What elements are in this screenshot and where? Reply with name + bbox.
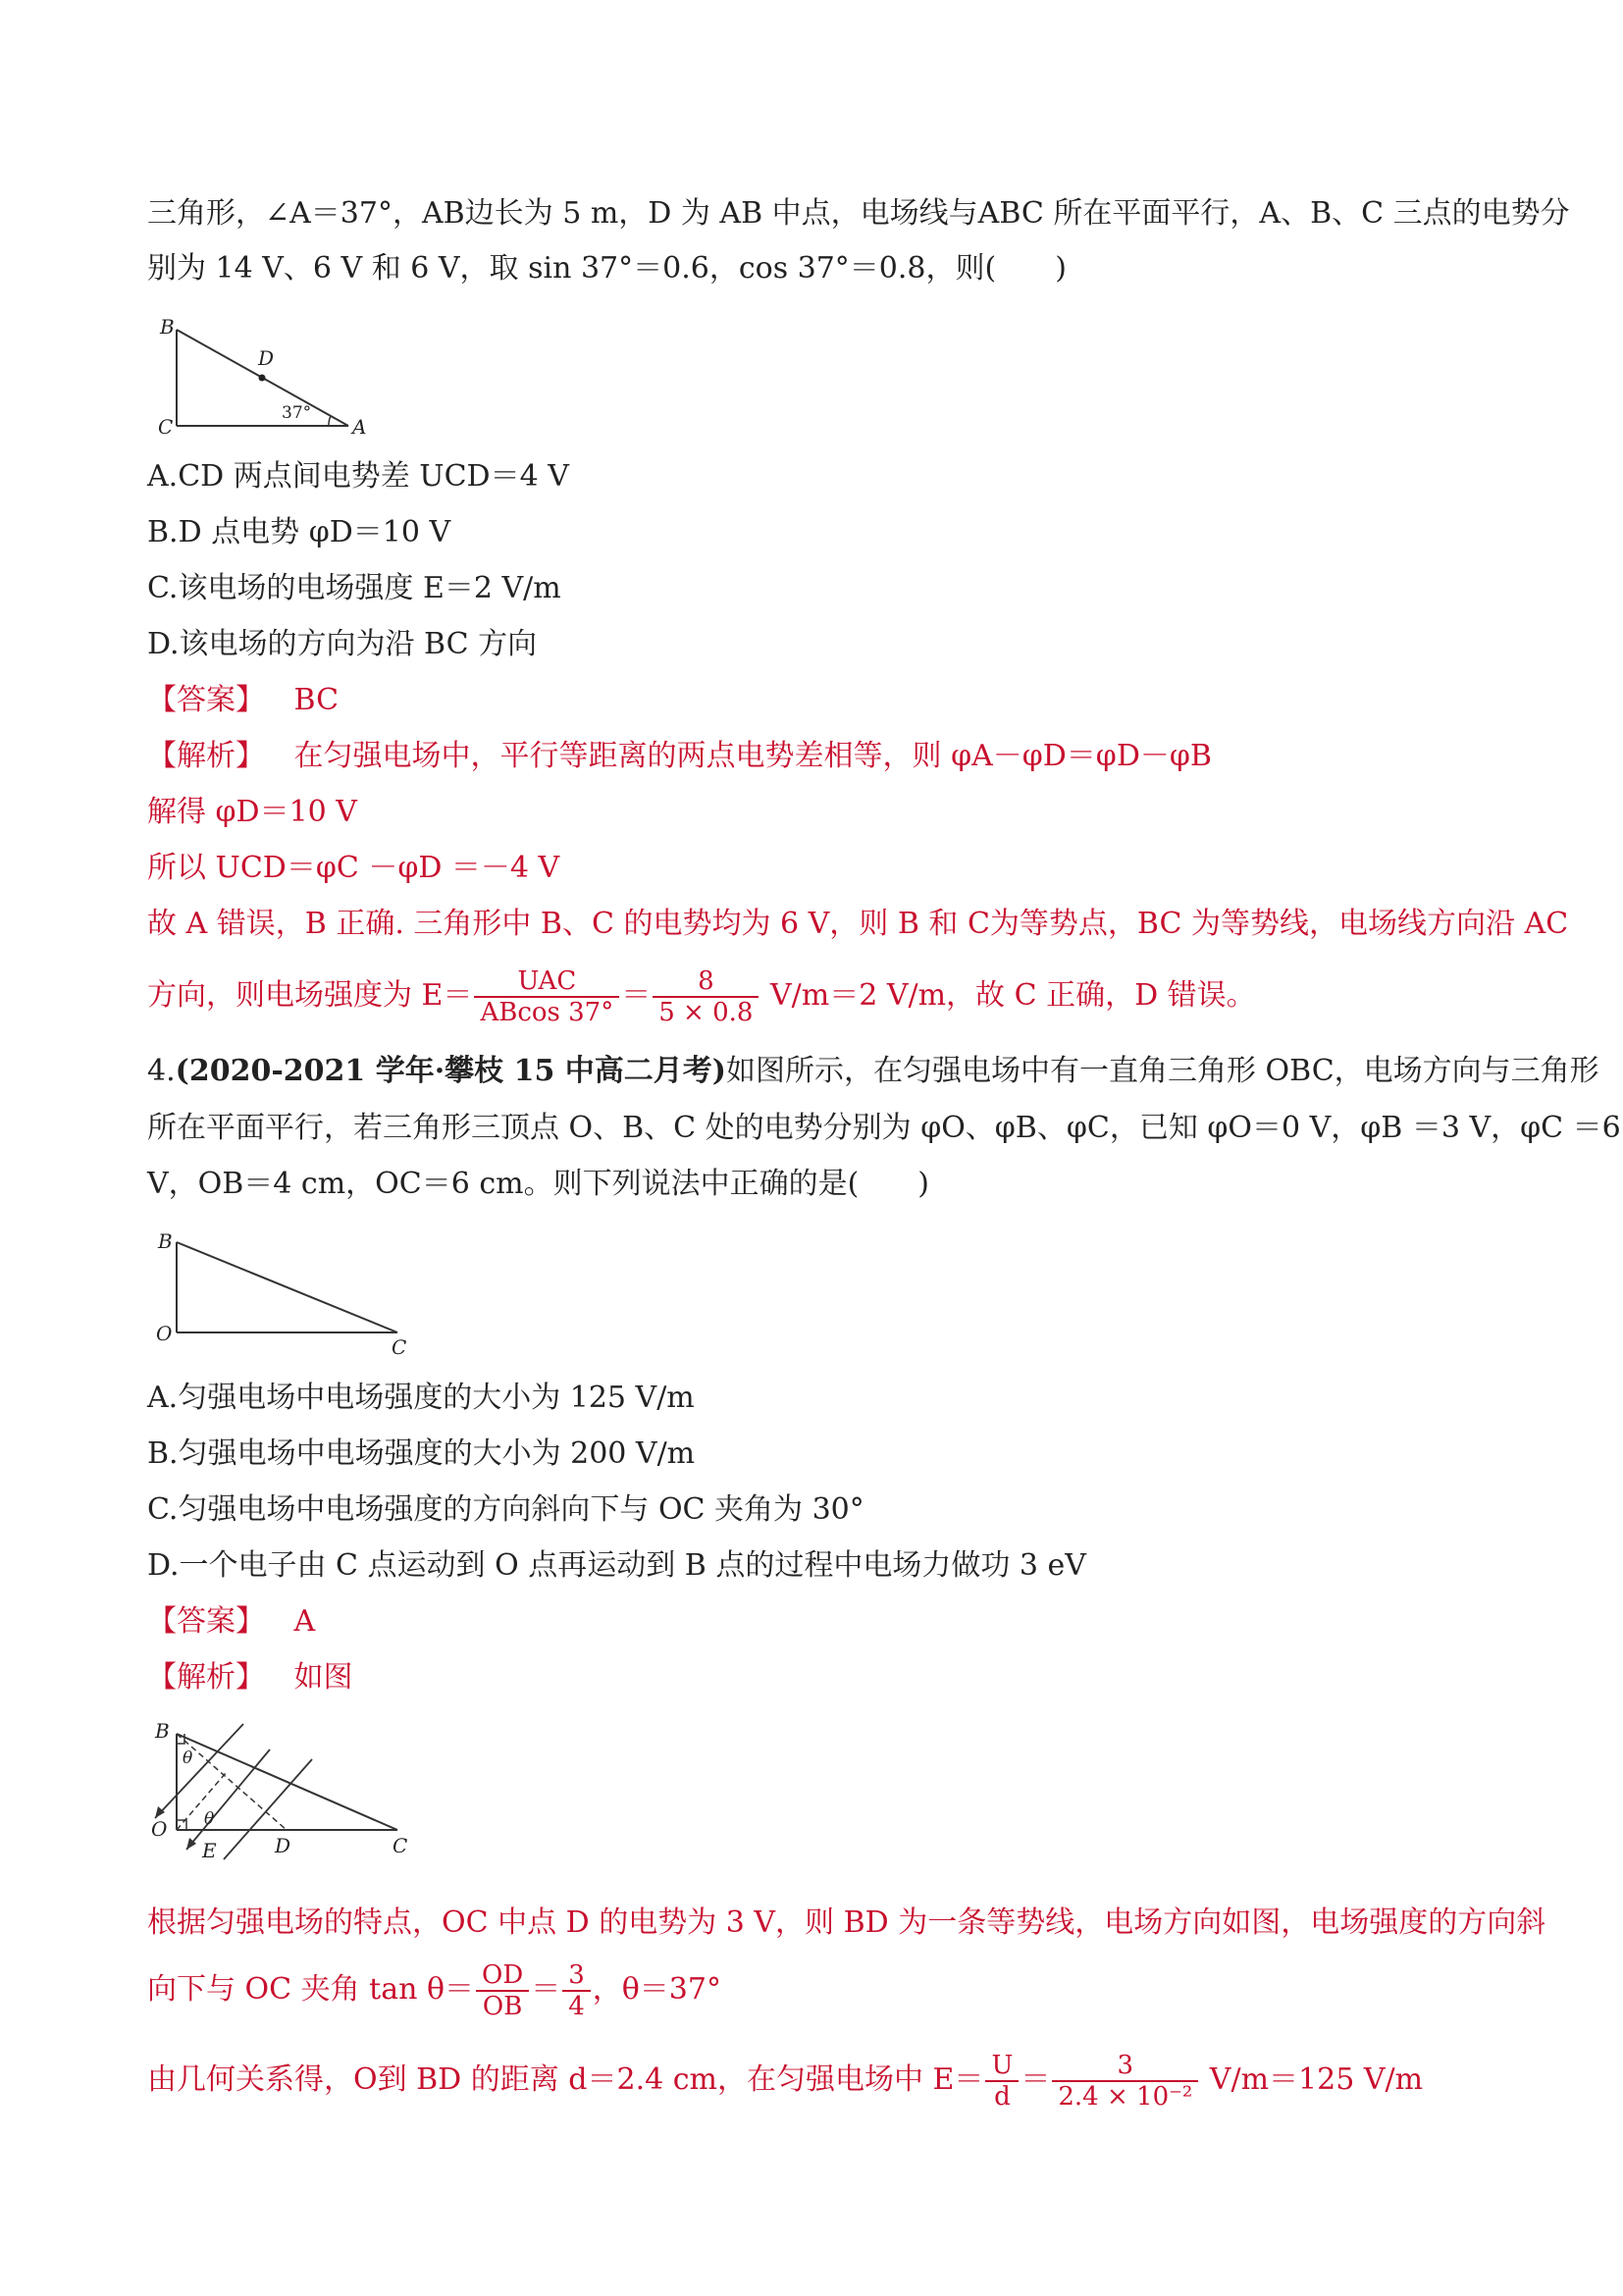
analysis-text: 如图 xyxy=(293,1660,353,1695)
fraction xyxy=(1052,2051,1198,2112)
fig3-label-c: C xyxy=(393,1834,408,1857)
fraction-numerator: 8 xyxy=(653,966,759,998)
fig3-label-d: D xyxy=(275,1834,291,1857)
fraction-denominator: OB xyxy=(482,1992,523,2021)
p4-stem-line2: 所在平面平行，若三角形三顶点 O、B、C 处的电势分别为 φO、φB、φC，已知 φO＝0 V，φB ＝3 V，φC ＝6 xyxy=(147,1111,1621,1145)
triangle-bca-figure xyxy=(152,316,378,439)
fraction-numerator: 3 xyxy=(562,1960,591,1992)
analysis-tag: 【解析】 xyxy=(147,739,265,773)
problem-source: (2020-2021 学年·攀枝 15 中高二月考) xyxy=(175,1054,726,1088)
answer-tag: 【答案】 xyxy=(147,683,265,717)
fraction-numerator: 3 xyxy=(1052,2051,1198,2082)
p3-option-c: C.该电场的电场强度 E＝2 V/m xyxy=(147,571,561,605)
fraction xyxy=(985,2051,1019,2112)
p3-stem-line1: 三角形，∠A＝37°，AB边长为 5 m，D 为 AB 中点，电场线与ABC 所在平面平行，A、B、C 三点的电势分 xyxy=(147,196,1570,231)
field-lines-figure xyxy=(147,1712,422,1869)
problem-number: 4. xyxy=(147,1054,176,1088)
stem-text: 如图所示，在匀强电场中有一直角三角形 OBC，电场方向与三角形 xyxy=(725,1054,1599,1088)
p3-analysis-line5: 方向，则电场强度为 E＝ $\frac{\text{UAC}}{ABcos 37^\circ}$ ＝ $\frac{8}{5 \times 0.8}$ V/m＝2 V/m，故 C 正确，D 错误。 xyxy=(147,966,1256,1027)
p3-option-d: D.该电场的方向为沿 BC 方向 xyxy=(147,627,538,661)
triangle-boc-figure xyxy=(152,1226,417,1359)
fig2-label-b: B xyxy=(158,1229,173,1253)
p4-stem-line3: V，OB＝4 cm，OC＝6 cm。则下列说法中正确的是( ) xyxy=(147,1167,930,1201)
answer-value: A xyxy=(293,1604,316,1639)
fig1-label-a: A xyxy=(352,415,367,439)
fraction xyxy=(476,1960,529,2021)
fraction-denominator: 4 xyxy=(568,1992,585,2021)
fig1-label-c: C xyxy=(158,415,174,439)
analysis-text: 方向，则电场强度为 E＝ xyxy=(147,978,473,1013)
fig3-label-b: B xyxy=(155,1719,170,1743)
p3-option-b: B.D 点电势 φD＝10 V xyxy=(147,515,451,549)
p4-option-c: C.匀强电场中电场强度的方向斜向下与 OC 夹角为 30° xyxy=(147,1492,864,1527)
fig3-label-theta: θ xyxy=(183,1748,193,1768)
p3-stem-line2: 别为 14 V、6 V 和 6 V，取 sin 37°＝0.6，cos 37°＝0.8，则( ) xyxy=(147,251,1067,286)
fig1-label-b: B xyxy=(160,316,175,339)
fig3-label-o: O xyxy=(151,1817,168,1841)
fraction-numerator: U xyxy=(985,2051,1019,2082)
fig1-label-d: D xyxy=(258,346,275,370)
p3-answer-line xyxy=(147,681,1482,720)
analysis-text: V/m＝125 V/m xyxy=(1200,2062,1424,2097)
p4-analysis-line3: 向下与 OC 夹角 tan θ＝ $\frac{OD}{OB}$ ＝ $\frac{3}{4}$ ，θ＝37° xyxy=(147,1960,721,2021)
p3-analysis-line2: 解得 φD＝10 V xyxy=(147,795,357,829)
fraction-denominator: d xyxy=(994,2082,1011,2112)
analysis-text: V/m＝2 V/m，故 C 正确，D 错误。 xyxy=(760,978,1256,1013)
fraction xyxy=(474,966,619,1027)
fraction xyxy=(653,966,759,1027)
analysis-text: ，θ＝37° xyxy=(592,1972,721,2007)
fraction-numerator: OD xyxy=(476,1960,529,1992)
answer-value: BC xyxy=(293,683,340,717)
analysis-text: 由几何关系得，O到 BD 的距离 d＝2.4 cm，在匀强电场中 E＝ xyxy=(147,2062,984,2097)
analysis-text: 向下与 OC 夹角 tan θ＝ xyxy=(147,1972,475,2007)
fraction xyxy=(562,1960,591,2021)
p3-option-a: A.CD 两点间电势差 UCD＝4 V xyxy=(147,459,569,494)
fig3-label-e: E xyxy=(202,1839,217,1862)
fraction-numerator: UAC xyxy=(474,966,619,998)
fraction-denominator: 5 × 0.8 xyxy=(658,998,754,1027)
p3-analysis-line1 xyxy=(147,737,1482,776)
p4-analysis-line4: 由几何关系得，O到 BD 的距离 d＝2.4 cm，在匀强电场中 E＝ $\frac{U}{d}$ ＝ $\frac{3}{\text{2.4 × 10⁻²}}$ V/m＝125 V/m xyxy=(147,2051,1424,2112)
fraction-denominator: ABcos 37° xyxy=(480,998,614,1027)
fig1-label-angle: 37° xyxy=(282,403,312,423)
p4-answer-line xyxy=(147,1602,1482,1642)
fraction-denominator: 2.4 × 10⁻² xyxy=(1058,2082,1193,2112)
fig2-label-o: O xyxy=(156,1322,173,1345)
p4-option-a: A.匀强电场中电场强度的大小为 125 V/m xyxy=(147,1381,695,1415)
p4-option-b: B.匀强电场中电场强度的大小为 200 V/m xyxy=(147,1436,696,1471)
p4-analysis-line1 xyxy=(147,1658,1482,1697)
p3-analysis-line4: 故 A 错误，B 正确. 三角形中 B、C 的电势均为 6 V，则 B 和 C为等势点，BC 为等势线，电场线方向沿 AC xyxy=(147,907,1569,941)
fig2-label-c: C xyxy=(392,1335,407,1359)
p4-stem-line1 xyxy=(147,1052,1599,1091)
fig3-label-theta: θ xyxy=(204,1809,215,1829)
answer-tag: 【答案】 xyxy=(147,1604,265,1639)
analysis-text: 在匀强电场中，平行等距离的两点电势差相等，则 φA－φD＝φD－φB xyxy=(293,739,1212,773)
p3-analysis-line3: 所以 UCD＝φC －φD ＝－4 V xyxy=(147,851,560,885)
p4-analysis-line2: 根据匀强电场的特点，OC 中点 D 的电势为 3 V，则 BD 为一条等势线，电场方向如图，电场强度的方向斜 xyxy=(147,1905,1546,1940)
p4-option-d: D.一个电子由 C 点运动到 O 点再运动到 B 点的过程中电场力做功 3 eV xyxy=(147,1548,1086,1583)
analysis-tag: 【解析】 xyxy=(147,1660,265,1695)
